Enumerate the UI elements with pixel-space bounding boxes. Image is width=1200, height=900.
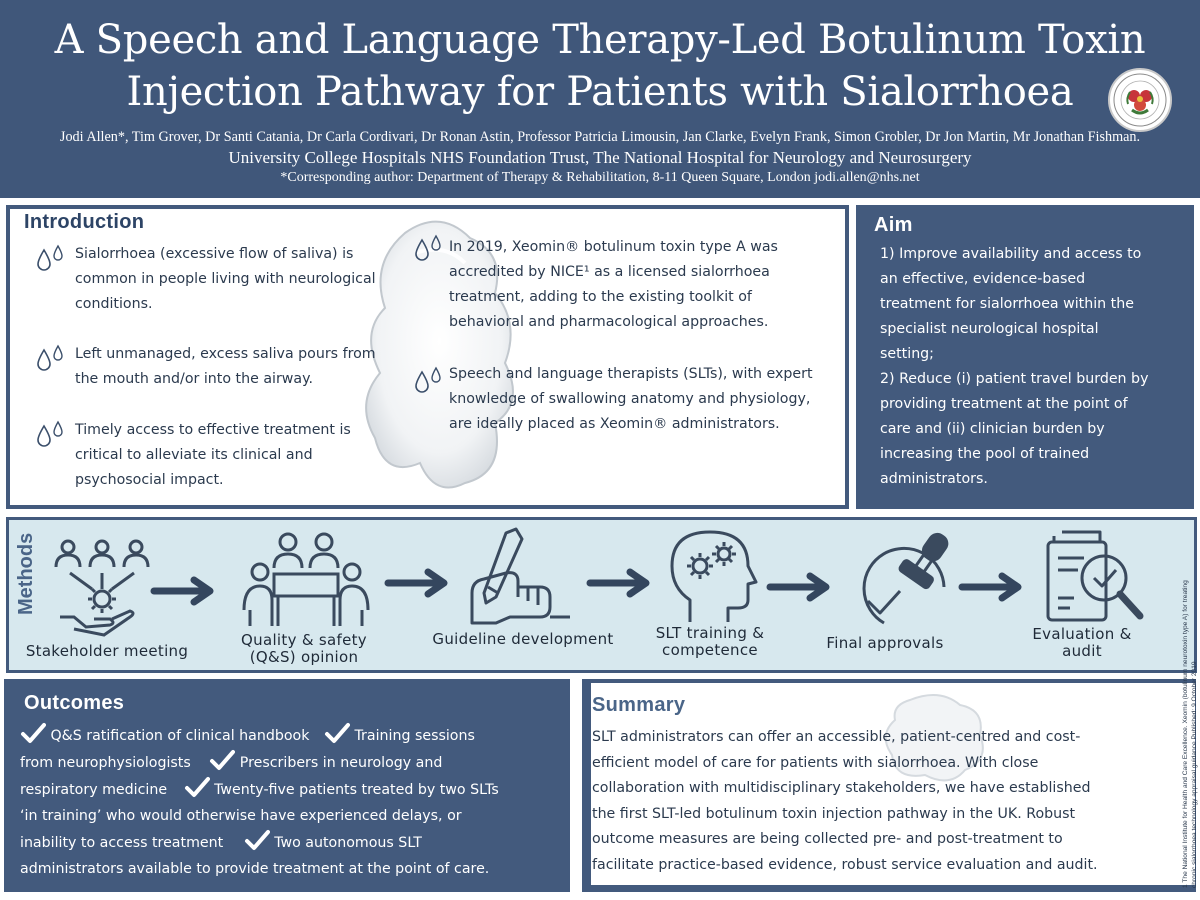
summary-text: SLT administrators can offer an accessible, patient-centred and cost- efficient model of care for patients with sialorrhoea. With close collaboration with multidisciplinary stakeholders, we have established the first SLT-led botulinum toxin injection pathway in the UK. Robust outcome measures are being collected pre- and post-treatment to facilitate practice-based evidence, robust service evaluation and audit.: [592, 729, 1098, 873]
affiliation: University College Hospitals NHS Foundation Trust, The National Hospital for Neurology and Neurosurgery: [228, 148, 972, 167]
outcome-line-3: respiratory medicine Twenty-five patients treated by two SLTs: [20, 776, 565, 803]
outcome-line-6: administrators available to provide treatment at the point of care.: [20, 861, 490, 877]
outcome-line-1: Q&S ratification of clinical handbook Training sessions: [20, 722, 565, 749]
checkmark-icon: [324, 722, 350, 744]
checkmark-icon: [244, 829, 270, 851]
step-guideline-label: Guideline development: [432, 630, 614, 648]
intro-bullet-5: Speech and language therapists (SLTs), with expert knowledge of swallowing anatomy and physiology, are ideally placed as Xeomin® administrators.: [449, 366, 813, 432]
step-final-approvals-label: Final approvals: [826, 634, 944, 652]
title-line-2: Injection Pathway for Patients with Sialorrhoea: [126, 69, 1074, 115]
intro-bullet-4: In 2019, Xeomin® botulinum toxin type A was accredited by NICE¹ as a licensed sialorrhoea treatment, adding to the existing toolkit of behavioral and pharmacological approaches.: [449, 239, 778, 330]
outcome-line-4: ‘in training’ who would otherwise have experienced delays, or: [20, 808, 462, 824]
corresponding-author: *Corresponding author: Department of Therapy & Rehabilitation, 8-11 Queen Square, London jodi.allen@nhs.net: [280, 170, 920, 185]
arrow-right-icon: [958, 572, 1028, 602]
hospital-crest-logo: [1108, 68, 1172, 132]
intro-bullet-2: Left unmanaged, excess saliva pours from the mouth and/or into the airway.: [75, 346, 376, 387]
aim-heading: Aim: [874, 214, 913, 236]
stakeholder-icon: [50, 537, 160, 641]
svg-text:1 The National Institute for H: 1 The National Institute for Health and Care Excellence. Xeomin (botulinum neurotoxin type A) for treating: [1182, 580, 1189, 888]
outcomes-heading: Outcomes: [24, 692, 125, 714]
checkmark-icon: [20, 722, 46, 744]
author-list: Jodi Allen*, Tim Grover, Dr Santi Catania, Dr Carla Cordivari, Dr Ronan Astin, Professor Patricia Limousin, Jan Clarke, Evelyn Frank, Simon Grobler, Dr Jon Martin, Mr Jonathan Fishman.: [59, 129, 1141, 145]
summary-heading: Summary: [592, 694, 686, 716]
writing-hand-icon: [466, 527, 576, 627]
introduction-heading: Introduction: [24, 211, 145, 233]
arrow-right-icon: [766, 572, 836, 602]
outcomes-text: [20, 722, 565, 882]
droplet-icon: [412, 234, 446, 264]
arrow-right-icon: [586, 568, 656, 598]
droplet-icon: [34, 244, 68, 274]
step-stakeholder-label: Stakeholder meeting: [25, 642, 189, 660]
droplet-icon: [34, 420, 68, 450]
arrow-right-icon: [150, 576, 220, 606]
checkmark-icon: [184, 776, 210, 798]
arrow-right-icon: [384, 568, 454, 598]
meeting-icon: [238, 530, 374, 630]
approval-stamp-icon: [840, 527, 950, 635]
outcome-line-5: inability to access treatment Two autonomous SLT: [20, 829, 565, 856]
reference-footnote: [1178, 520, 1200, 890]
aim-text: 1) Improve availability and access to an effective, evidence-based treatment for sialorrhoea within the specialist neurological hospital setting; 2) Reduce (i) patient travel burden by providing treatment at the point of care and (ii) clinician burden by increasing the pool of trained administrators.: [880, 246, 1149, 487]
step-qs-opinion-label: Quality & safety (Q&S) opinion: [241, 631, 367, 666]
svg-text:Methods: Methods: [15, 532, 37, 615]
methods-vertical-label: [4, 520, 44, 620]
title-line-1: A Speech and Language Therapy-Led Botulinum Toxin: [54, 17, 1146, 63]
poster-title: [30, 14, 1170, 118]
svg-text:chronic sialorrhoea technology: chronic sialorrhoea technology appraisal guidance Published: 9 October 2019: [1191, 661, 1198, 888]
outcome-line-2: from neurophysiologists Prescribers in neurology and: [20, 749, 565, 776]
intro-bullet-3: Timely access to effective treatment is critical to alleviate its clinical and psychosocial impact.: [75, 422, 351, 488]
droplet-icon: [412, 366, 446, 396]
intro-bullet-1: Sialorrhoea (excessive flow of saliva) is common in people living with neurological conditions.: [75, 246, 376, 312]
step-evaluation-label: Evaluation & audit: [1032, 625, 1132, 660]
droplet-icon: [34, 344, 68, 374]
clipboard-search-icon: [1040, 528, 1150, 624]
step-slt-training-label: SLT training & competence: [655, 624, 765, 659]
checkmark-icon: [209, 749, 235, 771]
head-gears-icon: [664, 526, 764, 626]
